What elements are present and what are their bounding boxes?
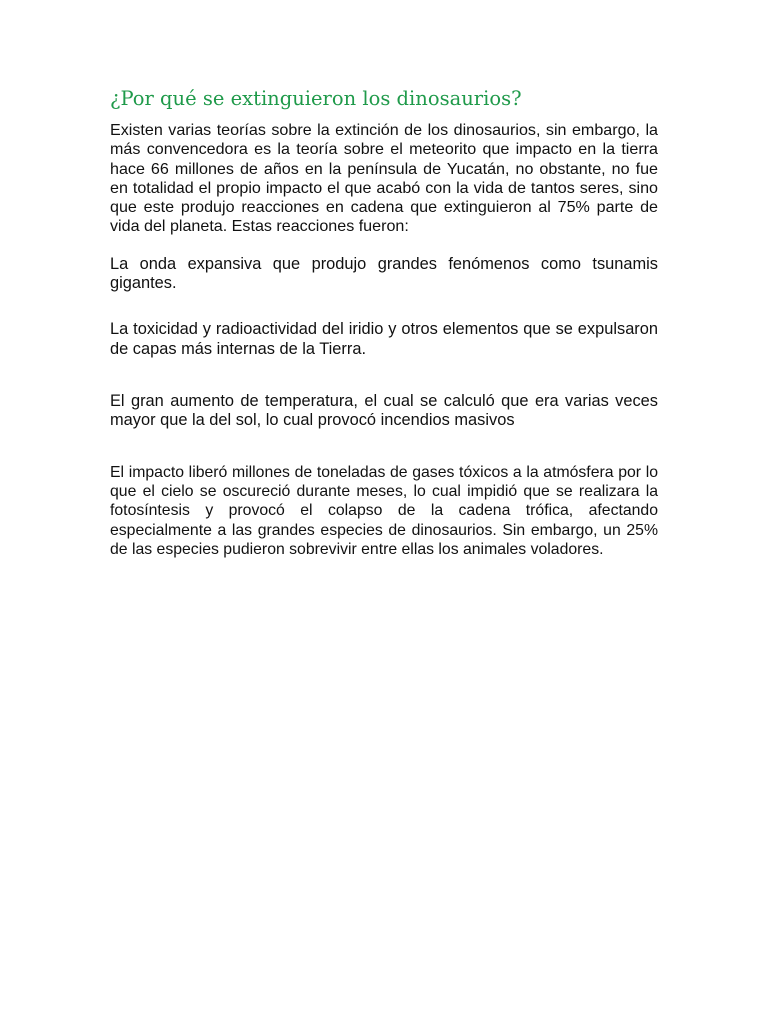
reaction-paragraph-shockwave: La onda expansiva que produjo grandes fenómenos como tsunamis gigantes. [110, 254, 658, 293]
intro-paragraph: Existen varias teorías sobre la extinción de los dinosaurios, sin embargo, la más convencedora es la teoría sobre el meteorito que impacto en la tierra hace 66 millones de años en la península de Yucatán, no obstante, no fue en totalidad el propio impacto el que acabó con la vida de tantos seres, sino que este produjo reacciones en cadena que extinguieron al 75% parte de vida del planeta. Estas reacciones fueron: [110, 121, 658, 236]
document-page [110, 86, 658, 560]
page-title: ¿Por qué se extinguieron los dinosaurios? [110, 87, 522, 110]
reaction-paragraph-temperature: El gran aumento de temperatura, el cual se calculó que era varias veces mayor que la del sol, lo cual provocó incendios masivos [110, 391, 658, 430]
reaction-paragraph-gases: El impacto liberó millones de toneladas de gases tóxicos a la atmósfera por lo que el cielo se oscureció durante meses, lo cual impidió que se realizara la fotosíntesis y provocó el colapso de la cadena trófica, afectando especialmente a las grandes especies de dinosaurios. Sin embargo, un 25% de las especies pudieron sobrevivir entre ellas los animales voladores. [110, 463, 658, 559]
reaction-paragraph-toxicity: La toxicidad y radioactividad del iridio y otros elementos que se expulsaron de capas más internas de la Tierra. [110, 320, 658, 358]
